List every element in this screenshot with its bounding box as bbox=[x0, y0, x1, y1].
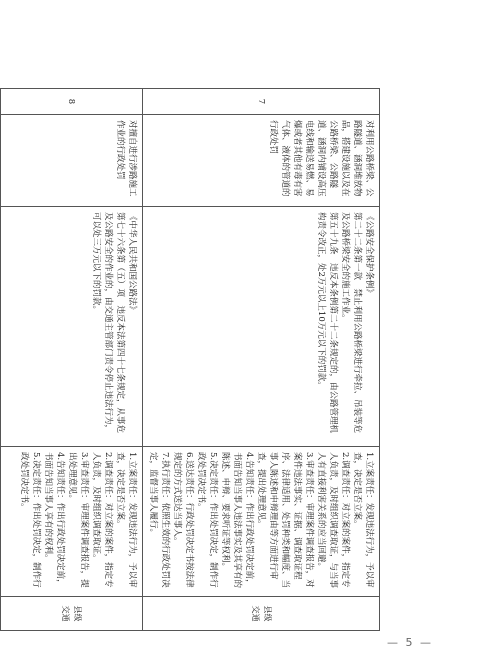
row-number: 7 bbox=[143, 89, 380, 115]
basis-line: 《公路安全保护条例》 bbox=[364, 212, 374, 298]
resp-line: 4.告知责任：作出行政处罚决定前，书面告知当事人违法事实及其享有的陈述、申辩、要求听证等权利。 bbox=[220, 452, 254, 589]
row-number: 8 bbox=[1, 89, 143, 115]
resp-line: 6.送达责任：行政处罚决定书按法律规定的方式送达当事人。 bbox=[172, 452, 194, 588]
note-cell: 县级交通 bbox=[1, 597, 143, 631]
responsibility-cell bbox=[143, 447, 380, 597]
responsibility-cell bbox=[1, 447, 143, 597]
resp-line: 1.立案责任：发现违法行为，予以审查，决定是否立案。 bbox=[115, 452, 137, 588]
resp-line: 1.立案责任：发现违法行为，予以审查，决定是否立案。 bbox=[352, 452, 374, 588]
resp-line: 2.调查责任：对立案的案件，指定专人负责，及时组织调查取证，与当事人有直接利害关系的应当回避。 bbox=[316, 452, 350, 589]
basis-cell bbox=[143, 207, 380, 447]
resp-line: 5.决定责任：作出处罚决定，制作行政处罚决定书。 bbox=[196, 452, 218, 588]
basis-line: 第五十九条 违反本条例第二十二条规定的，由公路管理机构责令改正，处2万元以上10万元以下的罚款。 bbox=[316, 212, 338, 434]
resp-line: 5.决定责任：作出处罚决定，制作行政处罚决定书。 bbox=[19, 452, 41, 588]
page-number: — 5 — bbox=[387, 636, 433, 649]
table-row bbox=[1, 89, 143, 631]
note-cell: 县级交通 bbox=[143, 597, 380, 631]
basis-line: 第七十六条第（五）项 违反本法第四十七条规定，从事危及公路安全的作业的，由交通主管部门责令停止违法行为，可以处三万元以下的罚款。 bbox=[91, 212, 125, 434]
responsibility-table bbox=[0, 88, 380, 631]
item-cell: 对擅自进行涉路施工作业的行政处罚 bbox=[1, 115, 143, 207]
resp-line: 3.审查责任：审理案件调查报告，对案件违法事实、证据、调查取证程序、法律适用、处罚种类和幅度、当事人陈述和申辩理由等方面进行审查，提出处理意见。 bbox=[256, 452, 314, 589]
resp-line: 2.调查责任：对立案的案件，指定专人负责，及时组织调查取证。 bbox=[91, 452, 113, 588]
resp-line: 7.执行责任：依照生效的行政处罚决定，监督当事人履行。 bbox=[148, 452, 170, 588]
item-cell: 对利用公路桥梁、公路隧道、涵洞堆放物品，搭建设施以及在公路桥梁、公路隧道、涵洞内铺设高压电线和输送易燃、易爆或者其他有毒有害气体、液体的管道的行政处罚 bbox=[143, 115, 380, 207]
basis-cell bbox=[1, 207, 143, 447]
rotated-table-wrapper bbox=[19, 88, 380, 630]
table-row bbox=[143, 89, 380, 631]
basis-line: 第二十二条第一款 禁止利用公路桥梁进行牵拉、吊装等危及公路桥梁安全的施工作业。 bbox=[340, 212, 362, 434]
basis-line: 《中华人民共和国公路法》 bbox=[127, 212, 137, 315]
resp-line: 3.审查责任：审理案件调查报告，提出处理意见。 bbox=[67, 452, 89, 588]
resp-line: 4.告知责任：作出行政处罚决定前，书面告知当事人享有的权利。 bbox=[43, 452, 65, 588]
